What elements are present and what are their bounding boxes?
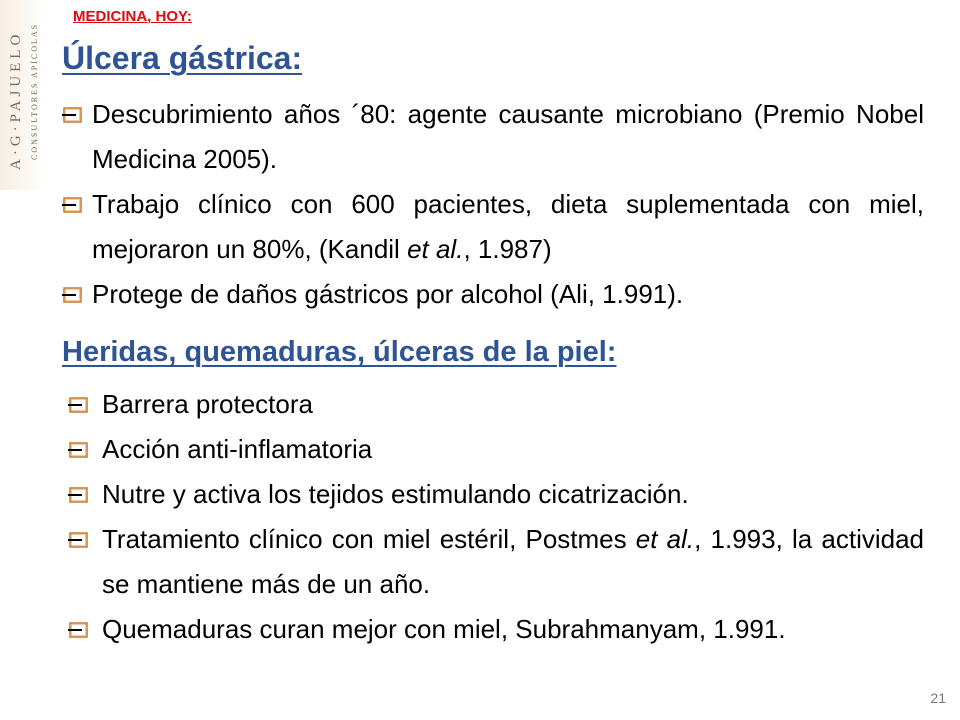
list-item-text: Barrera protectora <box>102 389 313 419</box>
list-item <box>62 472 924 517</box>
box-dash-bullet-icon <box>68 486 90 504</box>
list-item <box>62 382 924 427</box>
list-item <box>62 607 924 652</box>
list-item-text: Protege de daños gástricos por alcohol (Ali, 1.991). <box>92 279 684 309</box>
logo-name: A·G·PAJUELO <box>8 30 24 170</box>
list-item <box>62 427 924 472</box>
list-item-text: Trabajo clínico con 600 pacientes, dieta suplementada con miel, mejoraron un 80%, (Kandil et al., 1.987) <box>92 189 924 264</box>
section-title-ulcera: Úlcera gástrica: <box>62 40 303 76</box>
box-dash-bullet-icon <box>68 441 90 459</box>
list-item <box>62 182 924 272</box>
box-dash-bullet-icon <box>62 196 84 214</box>
list-item-text: Descubrimiento años ´80: agente causante microbiano (Premio Nobel Medicina 2005). <box>92 99 924 174</box>
box-dash-bullet-icon <box>68 396 90 414</box>
logo-tagline: CONSULTORES APÍCOLAS <box>30 22 39 160</box>
slide-header: MEDICINA, HOY: <box>73 8 192 25</box>
page-number: 21 <box>930 690 946 706</box>
section-list-heridas <box>62 382 924 652</box>
box-dash-bullet-icon <box>62 286 84 304</box>
section-title-heridas: Heridas, quemaduras, úlceras de la piel: <box>62 336 617 368</box>
box-dash-bullet-icon <box>68 531 90 549</box>
box-dash-bullet-icon <box>62 106 84 124</box>
box-dash-bullet-icon <box>68 621 90 639</box>
list-item-text: Quemaduras curan mejor con miel, Subrahmanyam, 1.991. <box>102 614 786 644</box>
section-list-ulcera <box>62 92 924 317</box>
logo-band <box>0 0 44 190</box>
list-item-text: Tratamiento clínico con miel estéril, Postmes et al., 1.993, la actividad se mantiene más de un año. <box>102 524 924 599</box>
list-item-text: Acción anti-inflamatoria <box>102 434 373 464</box>
list-item <box>62 272 924 317</box>
list-item-text: Nutre y activa los tejidos estimulando cicatrización. <box>102 479 689 509</box>
list-item <box>62 92 924 182</box>
list-item <box>62 517 924 607</box>
